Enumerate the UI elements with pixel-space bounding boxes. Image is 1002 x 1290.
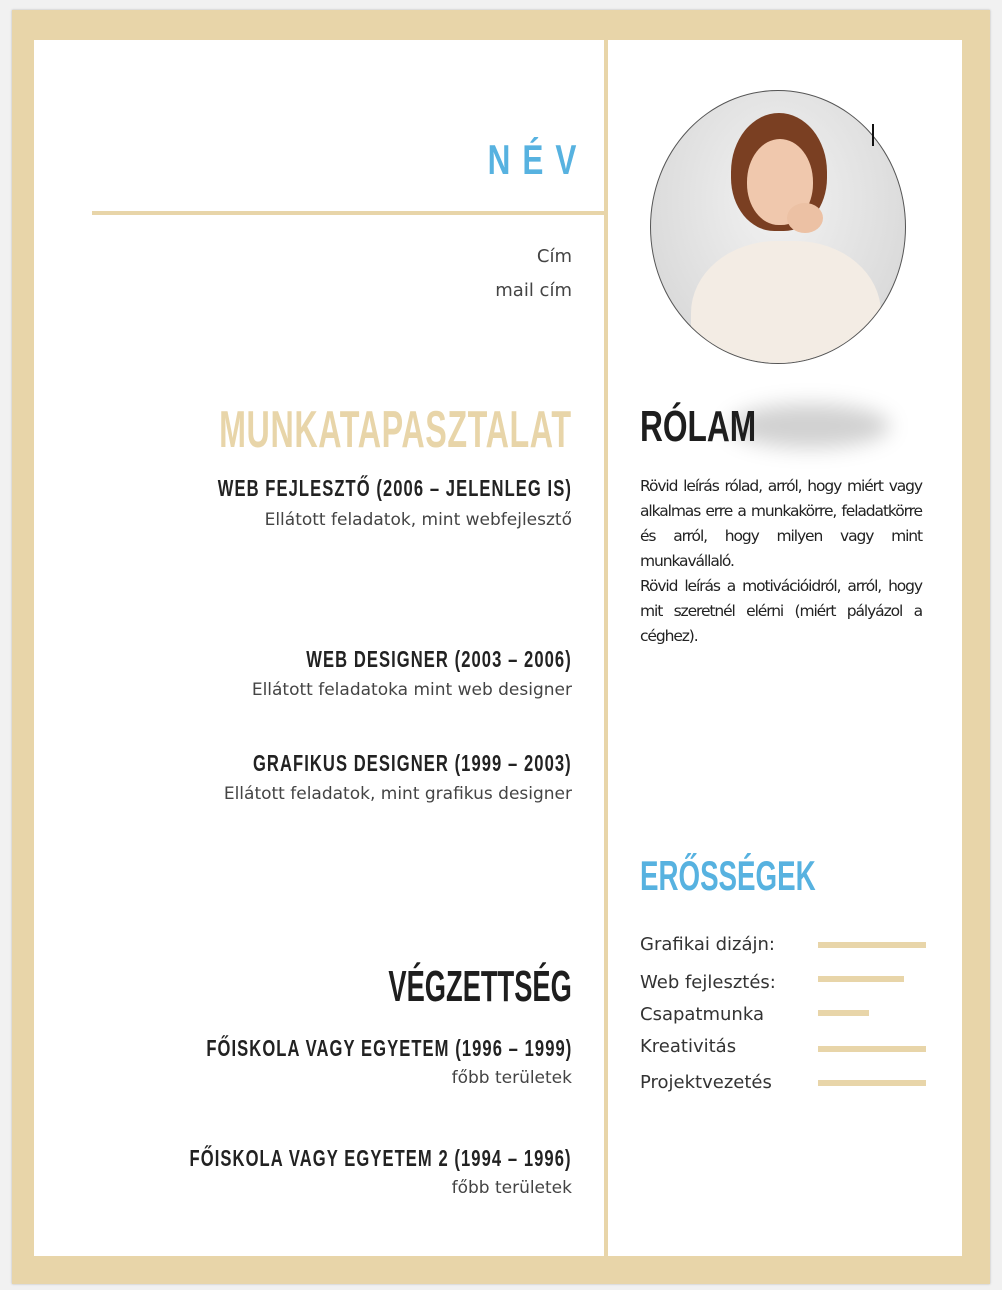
school-title-1: FŐISKOLA VAGY EGYETEM (1996 – 1999) [205, 1035, 572, 1061]
job-desc-2: Ellátott feladatoka mint web designer [251, 680, 572, 700]
name-heading: NÉV [487, 136, 588, 183]
about-paragraph-2: Rövid leírás a motivációidról, arról, hogy mit szeretnél elérni (miért pályázol a céghez). [640, 577, 922, 645]
address-text: Cím [536, 246, 572, 267]
strengths-title: ERŐSSÉGEK [640, 852, 816, 899]
about-title: RÓLAM [640, 402, 757, 451]
skill-label: Web fejlesztés: [640, 972, 776, 993]
skill-label: Projektvezetés [640, 1072, 772, 1093]
skill-bar [818, 942, 926, 948]
skill-label: Kreativitás [640, 1036, 737, 1057]
skill-bar [818, 976, 904, 982]
education-title: VÉGZETTSÉG [388, 962, 572, 1011]
about-text [640, 474, 922, 649]
job-title-2: WEB DESIGNER (2003 – 2006) [306, 646, 572, 672]
job-title-1: WEB FEJLESZTŐ (2006 – JELENLEG IS) [217, 475, 572, 501]
job-desc-3: Ellátott feladatok, mint grafikus designer [223, 784, 572, 804]
skill-bar [818, 1046, 926, 1052]
profile-photo [650, 90, 906, 364]
skill-bar [818, 1080, 926, 1086]
school-title-2: FŐISKOLA VAGY EGYETEM 2 (1994 – 1996) [189, 1145, 572, 1171]
school-desc-2: főbb területek [451, 1178, 572, 1198]
experience-title: MUNKATAPASZTALAT [219, 401, 572, 459]
skill-bar [818, 1010, 869, 1016]
header-rule [92, 211, 604, 215]
school-desc-1: főbb területek [451, 1068, 572, 1088]
column-divider [604, 40, 608, 1256]
skill-label: Grafikai dizájn: [640, 934, 775, 955]
skill-label: Csapatmunka [640, 1004, 764, 1025]
text-cursor [872, 124, 874, 146]
job-title-3: GRAFIKUS DESIGNER (1999 – 2003) [253, 750, 572, 776]
job-desc-1: Ellátott feladatok, mint webfejlesztő [264, 510, 572, 530]
about-paragraph-1: Rövid leírás rólad, arról, hogy miért vagy alkalmas erre a munkakörre, feladatkörre és arról, hogy milyen vagy mint munkavállaló. [640, 477, 922, 570]
email-text: mail cím [495, 280, 572, 301]
